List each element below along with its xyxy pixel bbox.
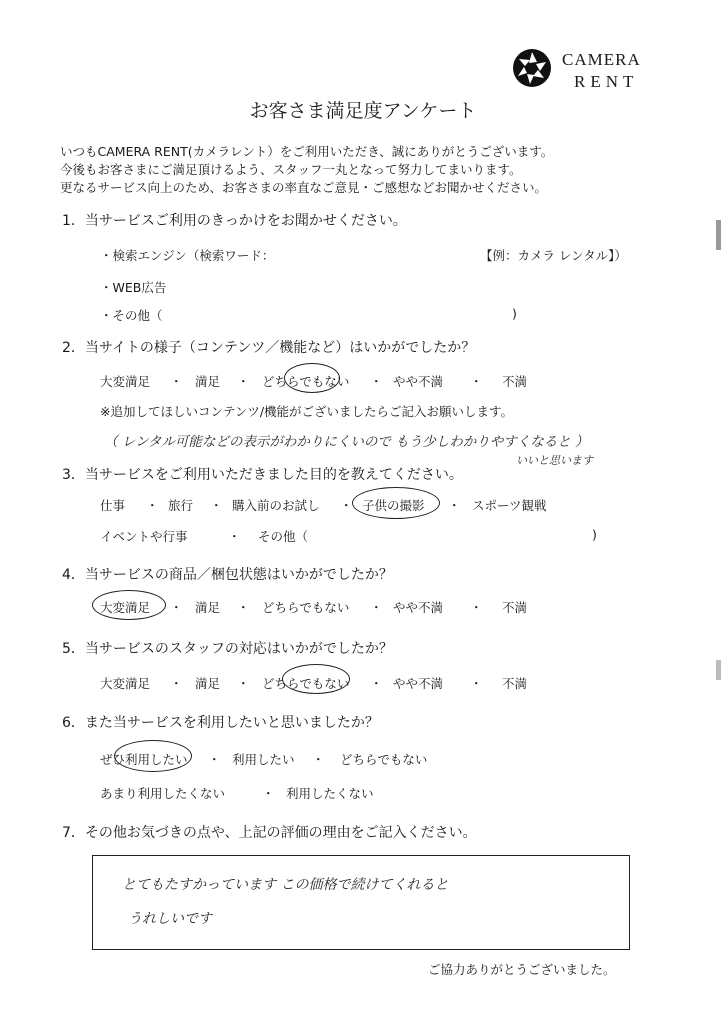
q3-option: 仕事 xyxy=(100,498,126,513)
question-4: 4．当サービスの商品／梱包状態はいかがでしたか？ xyxy=(62,567,393,583)
q2-option: 満足 xyxy=(195,374,221,389)
logo-text-rent: RENT xyxy=(574,72,639,91)
q4-option: どちらでもない xyxy=(262,600,350,615)
q2-option-selected: どちらでもない xyxy=(262,374,350,389)
comment-box xyxy=(92,855,630,950)
q2-handwritten-comment: （ レンタル可能などの表示がわかりにくいので もう少しわかりやすくなると ） xyxy=(104,434,589,450)
logo-text-camera: CAMERA xyxy=(562,50,641,69)
intro-line-1: いつもCAMERA RENT(カメラレント）をご利用いただき、誠にありがとうございます。 xyxy=(60,144,554,159)
separator-dot: ・ xyxy=(237,600,250,615)
q6-option-selected: ぜひ利用したい xyxy=(100,752,188,767)
q7-handwritten-comment-2: うれしいです xyxy=(128,911,212,927)
selection-circle xyxy=(282,664,350,694)
intro-line-2: 今後もお客さまにご満足頂けるよう、スタッフ一丸となって努力してまいります。 xyxy=(60,162,522,177)
selection-circle xyxy=(352,487,440,519)
separator-dot: ・ xyxy=(370,676,383,691)
q6-option: 利用したくない xyxy=(286,786,374,801)
q3-option: 購入前のお試し xyxy=(232,498,320,513)
q4-option: 不満 xyxy=(502,600,528,615)
separator-dot: ・ xyxy=(448,498,461,513)
q3-option: 旅行 xyxy=(168,498,194,513)
q3-option-other: その他（ xyxy=(258,529,309,544)
q6-option: あまり利用したくない xyxy=(100,786,226,801)
q1-option-search: ・検索エンジン（検索ワード： xyxy=(100,248,275,263)
q1-other-close: ) xyxy=(512,306,517,321)
aperture-icon xyxy=(512,48,552,88)
q5-option: やや不満 xyxy=(393,676,444,691)
separator-dot: ・ xyxy=(237,374,250,389)
separator-dot: ・ xyxy=(170,600,183,615)
separator-dot: ・ xyxy=(208,752,221,767)
q6-option: どちらでもない xyxy=(340,752,428,767)
separator-dot: ・ xyxy=(470,600,483,615)
selection-circle xyxy=(284,363,340,393)
q5-option: 不満 xyxy=(502,676,528,691)
separator-dot: ・ xyxy=(470,676,483,691)
q2-option: 大変満足 xyxy=(100,374,151,389)
q2-handwritten-comment-2: いいと思います xyxy=(516,454,593,467)
page-title: お客さま満足度アンケート xyxy=(249,100,477,122)
separator-dot: ・ xyxy=(170,676,183,691)
question-6: 6．また当サービスを利用したいと思いましたか？ xyxy=(62,715,379,731)
separator-dot: ・ xyxy=(210,498,223,513)
q2-option: 不満 xyxy=(502,374,528,389)
q3-option: スポーツ観戦 xyxy=(472,498,547,513)
q4-option: やや不満 xyxy=(393,600,444,615)
separator-dot: ・ xyxy=(312,752,325,767)
separator-dot: ・ xyxy=(237,676,250,691)
q3-option-selected: 子供の撮影 xyxy=(362,498,425,513)
q4-option-selected: 大変満足 xyxy=(100,600,151,615)
selection-circle xyxy=(114,740,192,772)
scan-edge-mark xyxy=(716,660,721,680)
separator-dot: ・ xyxy=(228,529,241,544)
q5-option-selected: どちらでもない xyxy=(262,676,350,691)
separator-dot: ・ xyxy=(470,374,483,389)
question-5: 5．当サービスのスタッフの対応はいかがでしたか？ xyxy=(62,641,393,657)
q5-option: 大変満足 xyxy=(100,676,151,691)
question-3: 3．当サービスをご利用いただきました目的を教えてください。 xyxy=(62,467,463,483)
separator-dot: ・ xyxy=(340,498,353,513)
q5-option: 満足 xyxy=(195,676,221,691)
question-7: 7．その他お気づきの点や、上記の評価の理由をご記入ください。 xyxy=(62,825,477,841)
question-1: 1．当サービスご利用のきっかけをお聞かせください。 xyxy=(62,213,407,229)
q4-option: 満足 xyxy=(195,600,221,615)
q1-option-other: ・その他（ xyxy=(100,308,163,323)
separator-dot: ・ xyxy=(262,786,275,801)
q6-option: 利用したい xyxy=(232,752,295,767)
separator-dot: ・ xyxy=(146,498,159,513)
q3-option: イベントや行事 xyxy=(100,529,188,544)
separator-dot: ・ xyxy=(370,600,383,615)
intro-line-3: 更なるサービス向上のため、お客さまの率直なご意見・ご感想などお聞かせください。 xyxy=(60,180,548,195)
selection-circle xyxy=(92,590,166,620)
q3-other-close: ) xyxy=(592,527,597,542)
q1-option-web-ad: ・WEB広告 xyxy=(100,280,167,295)
separator-dot: ・ xyxy=(370,374,383,389)
question-2: 2．当サイトの様子（コンテンツ／機能など）はいかがでしたか？ xyxy=(62,340,476,356)
camera-rent-logo xyxy=(512,46,652,96)
scan-edge-mark xyxy=(716,220,721,250)
q2-option: やや不満 xyxy=(393,374,444,389)
q7-handwritten-comment: とてもたすかっています この価格で続けてくれると xyxy=(122,877,449,893)
q2-note: ※追加してほしいコンテンツ/機能がございましたらご記入お願いします。 xyxy=(100,404,514,419)
separator-dot: ・ xyxy=(170,374,183,389)
thanks-text: ご協力ありがとうございました。 xyxy=(428,962,616,977)
q1-search-example: 【例：カメラ レンタル】） xyxy=(480,248,627,263)
